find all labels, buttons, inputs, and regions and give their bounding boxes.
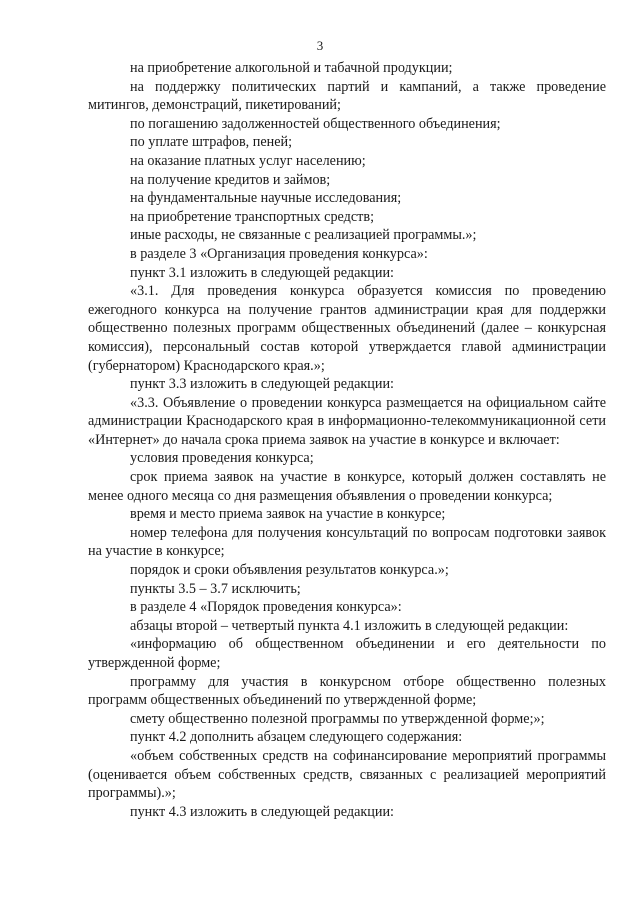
paragraph: пункт 3.1 изложить в следующей редакции:	[130, 264, 394, 281]
paragraph: порядок и сроки объявления результатов конкурса.»;	[130, 562, 449, 579]
paragraph: на получение кредитов и займов;	[130, 171, 331, 188]
paragraph: в разделе 4 «Порядок проведения конкурса»:	[130, 599, 402, 616]
paragraph: смету общественно полезной программы по утвержденной форме;»;	[130, 710, 545, 727]
paragraph: номер телефона для получения консультаций по вопросам подготовки заявок на участие в конкурсе;	[88, 524, 606, 560]
paragraph: программу для участия в конкурсном отборе общественно полезных программ общественных объединений по утвержденной форме;	[88, 673, 606, 709]
paragraph: на поддержку политических партий и кампаний, а также проведение митингов, демонстраций, пикетирований;	[88, 78, 606, 114]
paragraph: пункт 4.2 дополнить абзацем следующего содержания:	[130, 729, 463, 746]
paragraph: на приобретение алкогольной и табачной продукции;	[130, 60, 453, 76]
paragraph: абзацы второй – четвертый пункта 4.1 изложить в следующей редакции:	[130, 617, 569, 634]
page-number: 3	[316, 38, 324, 53]
paragraph: по уплате штрафов, пеней;	[130, 134, 293, 151]
paragraph: срок приема заявок на участие в конкурсе, который должен составлять не менее одного месяца со дня размещения объявления о проведении конкурса;	[88, 469, 606, 504]
paragraph: время и место приема заявок на участие в конкурсе;	[130, 506, 446, 523]
paragraph: на фундаментальные научные исследования;	[130, 190, 402, 207]
paragraph: иные расходы, не связанные с реализацией программы.»;	[130, 227, 477, 244]
document-body	[88, 59, 606, 821]
paragraph: «информацию об общественном объединении и его деятельности по утвержденной форме;	[88, 636, 606, 671]
paragraph: в разделе 3 «Организация проведения конкурса»:	[130, 245, 428, 262]
paragraph: пункт 4.3 изложить в следующей редакции:	[130, 803, 394, 820]
paragraph: пункт 3.3 изложить в следующей редакции:	[130, 376, 394, 393]
paragraph: «3.1. Для проведения конкурса образуется комиссия по проведению ежегодного конкурса на получение грантов администрации края для поддержки общественно полезных программ общественных объединений (далее – конкурсная комиссия), персональный состав которой утверждается главой администрации (губернатором) Краснодарского края.»;	[88, 283, 606, 374]
paragraph: условия проведения конкурса;	[130, 450, 314, 467]
paragraph: на приобретение транспортных средств;	[130, 208, 375, 225]
paragraph: «объем собственных средств на софинансирование мероприятий программы (оценивается объем собственных средств, связанных с реализацией мероприятий программы).»;	[88, 747, 606, 802]
paragraph: на оказание платных услуг населению;	[130, 152, 366, 169]
paragraph: «3.3. Объявление о проведении конкурса размещается на официальном сайте администрации Краснодарского края в информационно-телекоммуникационной сети «Интернет» до начала срока приема заявок на участие в конкурсе и включает:	[88, 394, 606, 448]
paragraph: пункты 3.5 – 3.7 исключить;	[130, 580, 301, 597]
paragraph: по погашению задолженностей общественного объединения;	[130, 115, 501, 132]
